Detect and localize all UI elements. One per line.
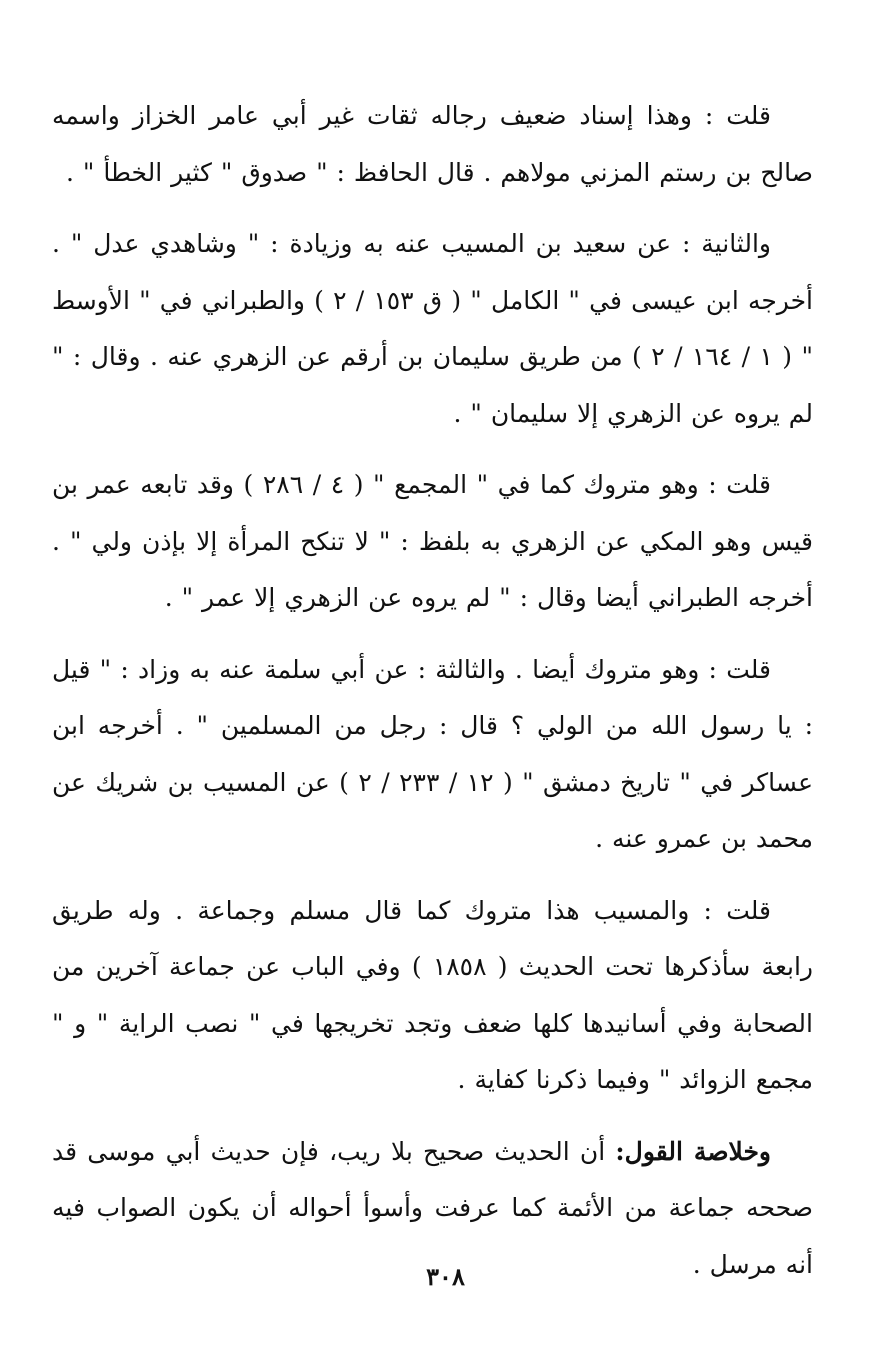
paragraph-2-text: والثانية : عن سعيد بن المسيب عنه به وزيادة : " وشاهدي عدل " . أخرجه ابن عيسى في " الكامل " ( ق ١٥٣ / ٢ ) والطبراني في " الأوسط " ( ١ / ١٦٤ / ٢ ) من طريق سليمان بن أرقم عن الزهري عنه . وقال : " لم يروه عن الزهري إلا سليمان " . bbox=[52, 229, 814, 428]
paragraph-2 bbox=[52, 216, 813, 442]
paragraph-3 bbox=[52, 457, 813, 627]
paragraph-3-text: قلت : وهو متروك كما في " المجمع " ( ٤ / ٢٨٦ ) وقد تابعه عمر بن قيس وهو المكي عن الزهري به بلفظ : " لا تنكح المرأة إلا بإذن ولي " . أخرجه الطبراني أيضا وقال : " لم يروه عن الزهري إلا عمر " . bbox=[52, 470, 813, 612]
paragraph-6-text: أن الحديث صحيح بلا ريب، فإن حديث أبي موسى قد صححه جماعة من الأئمة كما عرفت وأسوأ أحواله أن يكون الصواب فيه أنه مرسل . bbox=[52, 1136, 813, 1279]
paragraph-5 bbox=[52, 883, 813, 1109]
paragraph-1-text: قلت : وهذا إسناد ضعيف رجاله ثقات غير أبي عامر الخزاز واسمه صالح بن رستم المزني مولاهم . قال الحافظ : " صدوق " كثير الخطأ " . bbox=[52, 101, 813, 187]
conclusion-heading: وخلاصة القول: bbox=[615, 1136, 772, 1166]
paragraph-5-text: قلت : والمسيب هذا متروك كما قال مسلم وجماعة . وله طريق رابعة سأذكرها تحت الحديث ( ١٨٥٨ ) وفي الباب عن جماعة آخرين من الصحابة وفي أسانيدها كلها ضعف وتجد تخريجها في " نصب الراية " و " مجمع الزوائد " وفيما ذكرنا كفاية . bbox=[52, 895, 813, 1094]
paragraph-4 bbox=[52, 642, 813, 868]
page-number: ٣٠٨ bbox=[426, 1262, 465, 1291]
paragraph-4-text: قلت : وهو متروك أيضا . والثالثة : عن أبي سلمة عنه به وزاد : " قيل : يا رسول الله من الولي ؟ قال : رجل من المسلمين " . أخرجه ابن عساكر في " تاريخ دمشق " ( ١٢ / ٢٣٣ / ٢ ) عن المسيب بن شريك عن محمد بن عمرو عنه . bbox=[52, 654, 813, 853]
paragraph-1 bbox=[52, 88, 813, 201]
body-text bbox=[52, 88, 813, 1308]
